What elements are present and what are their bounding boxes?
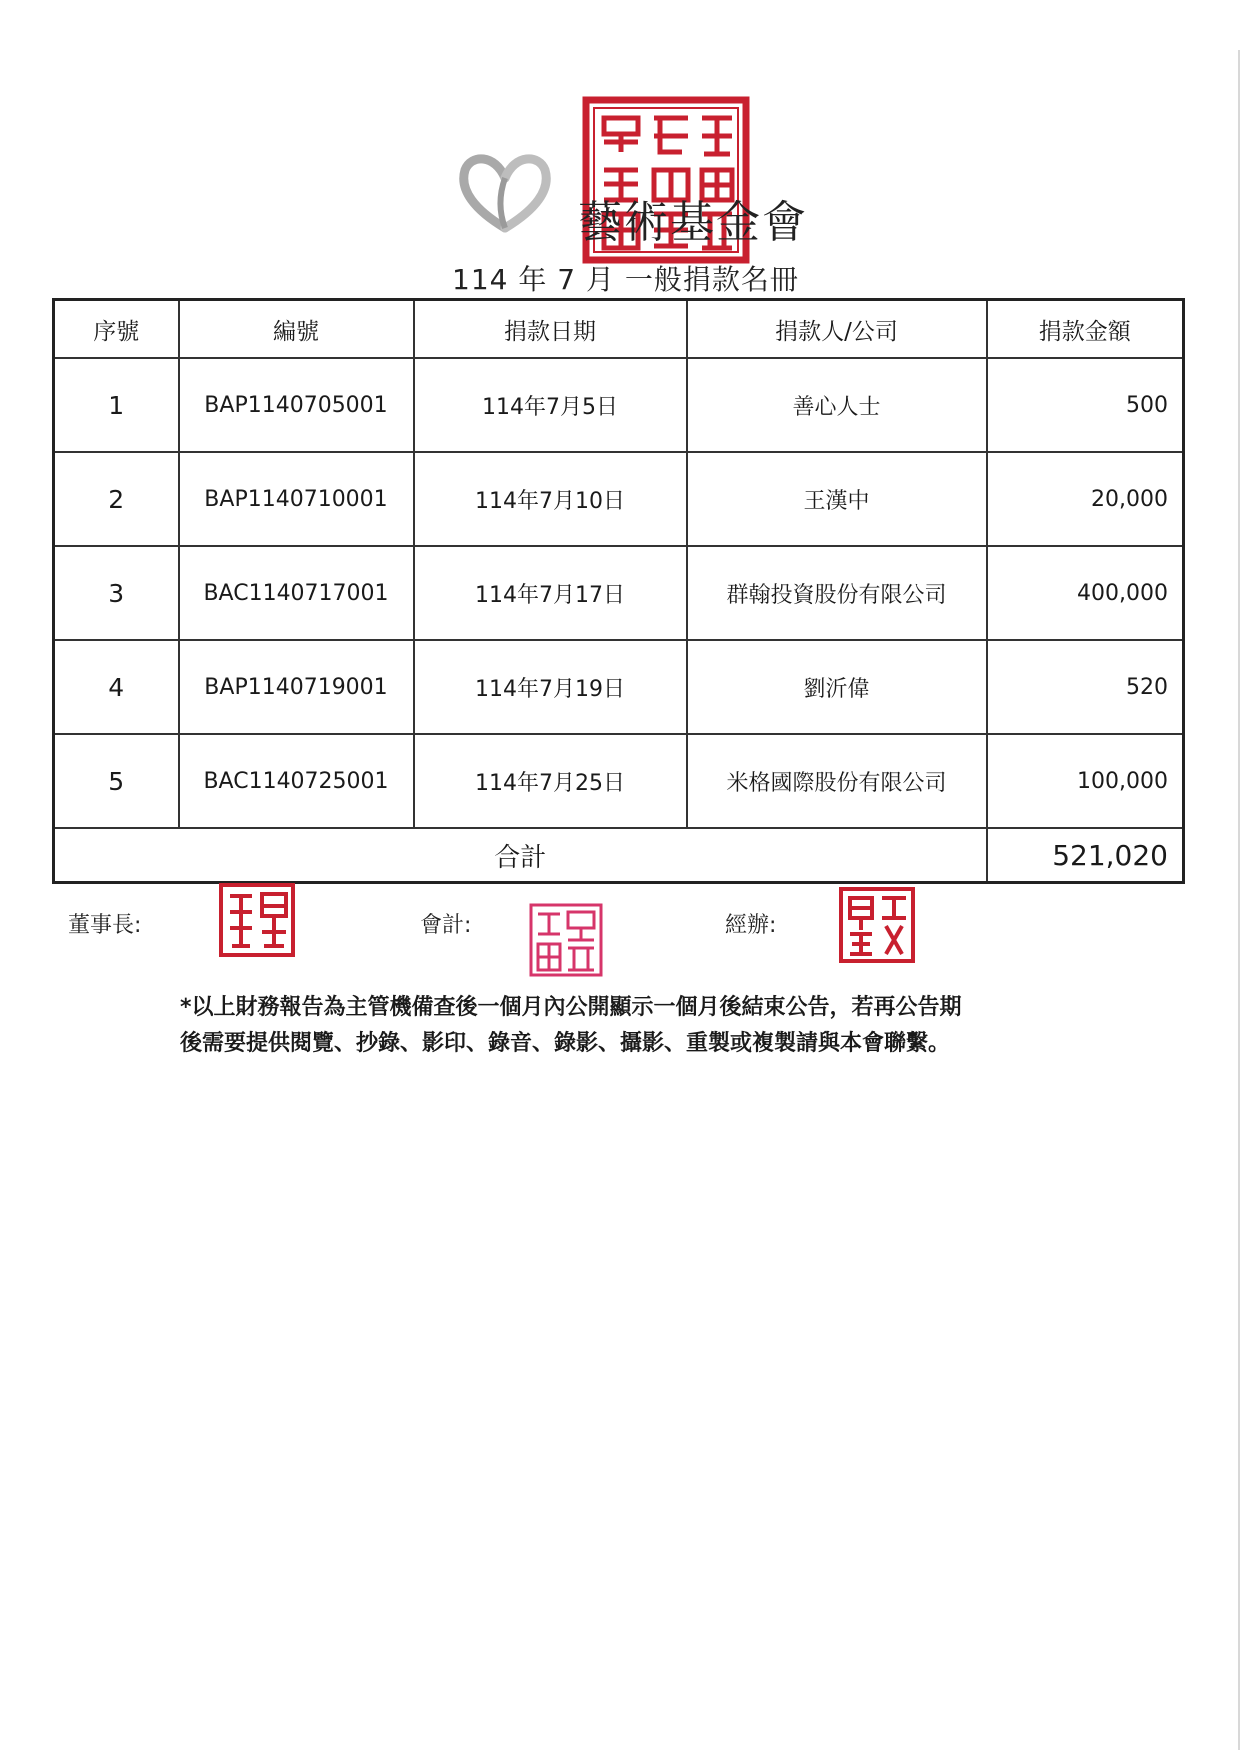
cell-date: 114年7月5日: [414, 358, 687, 452]
chairman-seal-stamp: [218, 882, 296, 958]
cell-seq: 2: [54, 452, 179, 546]
heart-logo-icon: [455, 150, 555, 235]
cell-date: 114年7月25日: [414, 734, 687, 828]
accounting-seal-stamp: [528, 902, 604, 978]
cell-date: 114年7月10日: [414, 452, 687, 546]
note-line-1: *以上財務報告為主管機備查後一個月內公開顯示一個月後結束公告，若再公告期: [180, 995, 962, 1020]
cell-code: BAP1140719001: [179, 640, 414, 734]
cell-amount: 20,000: [987, 452, 1184, 546]
cell-seq: 5: [54, 734, 179, 828]
note-line-2: 後需要提供閱覽、抄錄、影印、錄音、錄影、攝影、重製或複製請與本會聯繫。: [180, 1031, 951, 1056]
handler-seal-stamp: [838, 886, 916, 964]
donation-ledger-table: [52, 298, 1185, 884]
cell-donor: 米格國際股份有限公司: [687, 734, 987, 828]
chairman-label: 董事長:: [68, 913, 142, 938]
cell-seq: 4: [54, 640, 179, 734]
cell-code: BAC1140725001: [179, 734, 414, 828]
table-row: [54, 452, 1184, 546]
column-header-amount: 捐款金額: [987, 300, 1184, 359]
cell-code: BAC1140717001: [179, 546, 414, 640]
total-row: [54, 828, 1184, 883]
handler-label: 經辦:: [725, 913, 777, 938]
organization-name: 藝術基金會: [578, 197, 808, 248]
table-row: [54, 640, 1184, 734]
cell-donor: 善心人士: [687, 358, 987, 452]
table-row: [54, 546, 1184, 640]
disclosure-note: [180, 990, 1080, 1062]
accounting-label: 會計:: [420, 913, 472, 938]
table-header-row: [54, 300, 1184, 359]
cell-amount: 520: [987, 640, 1184, 734]
cell-seq: 1: [54, 358, 179, 452]
cell-donor: 群翰投資股份有限公司: [687, 546, 987, 640]
cell-seq: 3: [54, 546, 179, 640]
cell-date: 114年7月17日: [414, 546, 687, 640]
table-row: [54, 358, 1184, 452]
cell-donor: 王漢中: [687, 452, 987, 546]
total-label: 合計: [54, 828, 987, 883]
total-amount: 521,020: [987, 828, 1184, 883]
table-row: [54, 734, 1184, 828]
column-header-donor: 捐款人/公司: [687, 300, 987, 359]
cell-code: BAP1140705001: [179, 358, 414, 452]
cell-amount: 500: [987, 358, 1184, 452]
cell-date: 114年7月19日: [414, 640, 687, 734]
column-header-code: 編號: [179, 300, 414, 359]
cell-amount: 400,000: [987, 546, 1184, 640]
cell-donor: 劉沂偉: [687, 640, 987, 734]
cell-code: BAP1140710001: [179, 452, 414, 546]
document-title: 114 年 7 月 一般捐款名冊: [452, 263, 799, 296]
cell-amount: 100,000: [987, 734, 1184, 828]
column-header-seq: 序號: [54, 300, 179, 359]
column-header-date: 捐款日期: [414, 300, 687, 359]
